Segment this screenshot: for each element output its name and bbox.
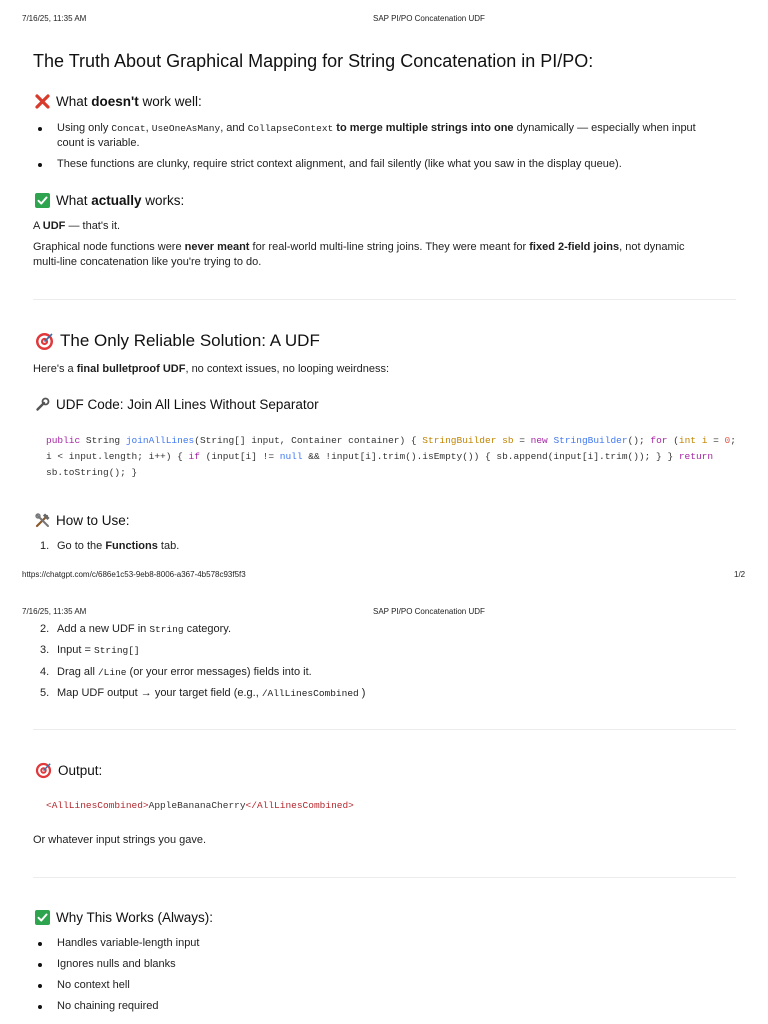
print-doc-title: SAP PI/PO Concatenation UDF	[373, 607, 485, 616]
list-item: Using only Concat, UseOneAsMany, and CollapseContext to merge multiple strings into one dynamically — especially when input count is variable.	[33, 121, 738, 151]
divider	[33, 299, 736, 300]
hammer-wrench-icon	[35, 513, 50, 528]
heading-text: What actually works:	[56, 193, 185, 208]
section-heading-actually-works	[35, 193, 184, 208]
list-item: These functions are clunky, require strict context alignment, and fail silently (like what you saw in the display queue).	[33, 157, 738, 172]
wrench-icon	[35, 397, 50, 412]
section-heading-output	[35, 762, 102, 779]
check-mark-icon	[35, 910, 50, 925]
list-item: 1. Go to the Functions tab.	[40, 540, 180, 552]
heading-text: What doesn't work well:	[56, 94, 202, 109]
paragraph: A UDF — that's it.	[33, 220, 121, 232]
list-item: No context hell	[33, 978, 738, 993]
print-url: https://chatgpt.com/c/686e1c53-9eb8-8006-a367-4b578c93f5f3	[22, 570, 246, 579]
print-page-number: 1/2	[734, 570, 746, 579]
page-title: The Truth About Graphical Mapping for String Concatenation in PI/PO:	[33, 51, 594, 71]
section-heading-why-works	[35, 910, 213, 925]
list-item: Handles variable-length input	[33, 936, 738, 951]
paragraph: Here's a final bulletproof UDF, no context issues, no looping weirdness:	[33, 363, 390, 375]
divider	[33, 877, 736, 878]
section-heading-solution	[35, 331, 320, 351]
target-icon	[35, 332, 54, 351]
check-mark-icon	[35, 193, 50, 208]
print-timestamp: 7/16/25, 11:35 AM	[22, 14, 87, 23]
heading-text: UDF Code: Join All Lines Without Separator	[56, 397, 319, 412]
list-item: 2. Add a new UDF in String category.	[40, 623, 232, 635]
heading-text: Why This Works (Always):	[56, 910, 214, 925]
heading-text: The Only Reliable Solution: A UDF	[60, 331, 320, 350]
list-item: 3. Input = String[]	[40, 644, 140, 656]
list-item: Ignores nulls and blanks	[33, 957, 738, 972]
target-icon	[35, 762, 52, 779]
list-item: 5. Map UDF output → your target field (e.g., /AllLinesCombined )	[40, 687, 366, 699]
list-item: No chaining required	[33, 999, 738, 1014]
heading-text: Output:	[58, 763, 103, 778]
section-heading-how-to-use	[35, 513, 130, 528]
print-doc-title: SAP PI/PO Concatenation UDF	[373, 14, 485, 23]
print-timestamp: 7/16/25, 11:35 AM	[22, 607, 87, 616]
list-item: 4. Drag all /Line (or your error messages) fields into it.	[40, 666, 312, 678]
code-block: public String joinAllLines(String[] input, Container container) { StringBuilder sb = new StringBuilder(); for (int i = 0; i < input.length; i++) { if (input[i] != null && !input[i].trim().isEmpty()) { sb.append(input[i].trim()); } } return sb.toString(); }	[46, 435, 736, 478]
output-code: <AllLinesCombined>AppleBananaCherry</AllLinesCombined>	[46, 800, 354, 811]
section-heading-udf-code	[35, 397, 319, 412]
paragraph: Or whatever input strings you gave.	[33, 834, 207, 846]
section-heading-doesnt-work	[35, 94, 202, 109]
divider	[33, 729, 736, 730]
paragraph: Graphical node functions were never meant for real-world multi-line string joins. They were meant for fixed 2-field joins, not dynamic multi-line concatenation like you're trying to do.	[33, 241, 685, 268]
cross-mark-icon	[35, 94, 50, 109]
heading-text: How to Use:	[56, 513, 130, 528]
